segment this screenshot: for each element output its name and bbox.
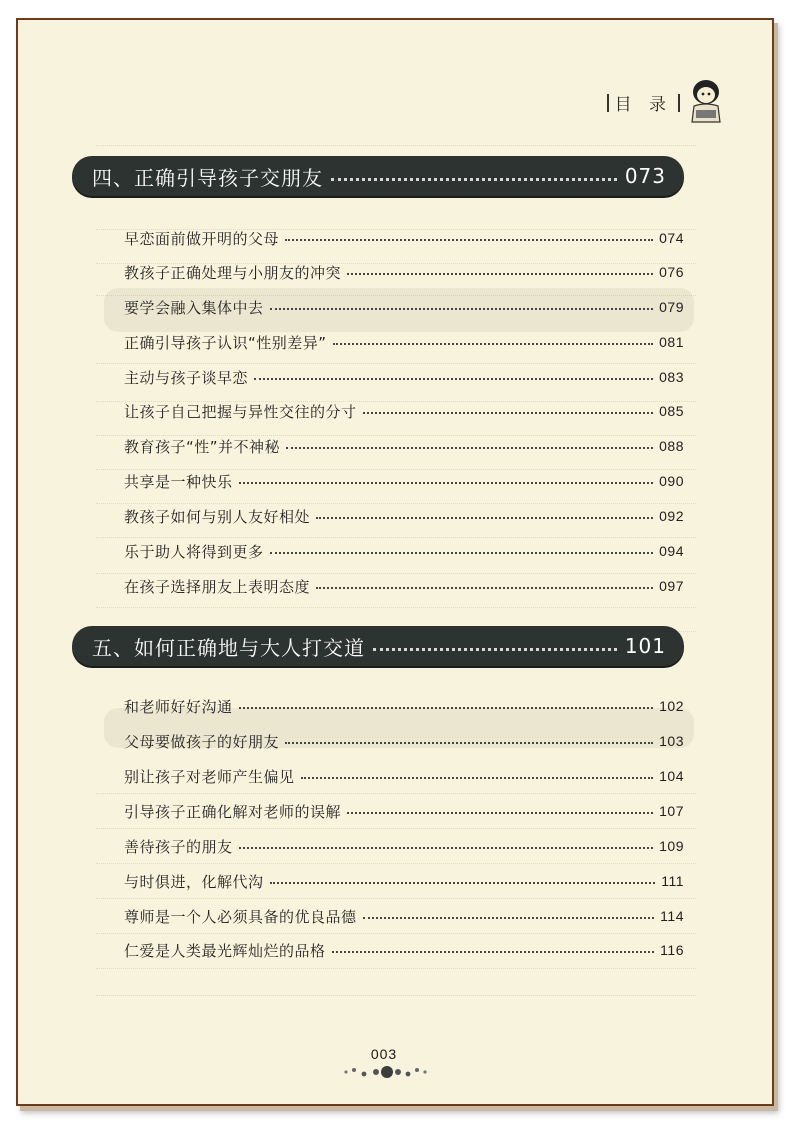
entry-page: 079 <box>659 299 684 315</box>
leader-dots <box>239 482 654 484</box>
leader-dots <box>285 239 653 241</box>
mascot-icon <box>684 76 726 126</box>
entry-page: 083 <box>659 369 684 385</box>
entry-title: 教孩子如何与别人友好相处 <box>124 507 311 526</box>
toc-entry[interactable] <box>124 939 684 961</box>
entry-title: 和老师好好沟通 <box>124 697 233 716</box>
toc-entry[interactable] <box>124 800 684 822</box>
toc-entry[interactable] <box>124 296 684 318</box>
bleed-through-line <box>96 456 696 470</box>
leader-dots <box>363 412 654 414</box>
bleed-through-line <box>96 490 696 504</box>
entry-title: 在孩子选择朋友上表明态度 <box>124 577 311 596</box>
entry-title: 仁爱是人类最光辉灿烂的品格 <box>124 941 326 960</box>
leader-dots <box>239 707 654 709</box>
entry-title: 与时俱进，化解代沟 <box>124 872 264 891</box>
toc-header <box>607 90 680 115</box>
entry-page: 092 <box>659 508 684 524</box>
section-header[interactable] <box>72 156 684 196</box>
toc-entry[interactable] <box>124 835 684 857</box>
bleed-through-line <box>96 560 696 574</box>
entry-title: 乐于助人将得到更多 <box>124 542 264 561</box>
entry-title: 别让孩子对老师产生偏见 <box>124 767 295 786</box>
toc-entry[interactable] <box>124 730 684 752</box>
entry-page: 088 <box>659 438 684 454</box>
header-bar-right <box>678 94 680 112</box>
leader-dots <box>270 308 654 310</box>
entry-page: 076 <box>659 264 684 280</box>
toc-entry[interactable] <box>124 331 684 353</box>
leader-dots <box>333 343 654 345</box>
section-header[interactable] <box>72 626 684 666</box>
leader-dots <box>347 273 653 275</box>
entry-page: 107 <box>659 803 684 819</box>
entry-page: 103 <box>659 733 684 749</box>
leader-dots <box>316 517 653 519</box>
leader-dots <box>332 951 655 953</box>
leader-dots <box>285 742 653 744</box>
toc-entry[interactable] <box>124 505 684 527</box>
bleed-through-line <box>96 982 696 996</box>
entry-page: 074 <box>659 230 684 246</box>
entry-title: 让孩子自己把握与异性交往的分寸 <box>124 402 357 421</box>
entry-title: 早恋面前做开明的父母 <box>124 229 280 248</box>
decorative-dots-icon <box>340 1060 430 1084</box>
toc-entry[interactable] <box>124 400 684 422</box>
entry-title: 共享是一种快乐 <box>124 472 233 491</box>
entry-page: 102 <box>659 698 684 714</box>
page-number: 003 <box>370 1046 398 1062</box>
entry-page: 085 <box>659 403 684 419</box>
toc-entry[interactable] <box>124 366 684 388</box>
bleed-through-line <box>96 282 696 296</box>
entry-title: 尊师是一个人必须具备的优良品德 <box>124 907 357 926</box>
entry-page: 109 <box>659 838 684 854</box>
toc-entry[interactable] <box>124 575 684 597</box>
toc-entry[interactable] <box>124 227 684 249</box>
toc-entry[interactable] <box>124 695 684 717</box>
entry-page: 114 <box>660 908 684 924</box>
leader-dots <box>254 378 653 380</box>
entry-title: 引导孩子正确化解对老师的误解 <box>124 802 342 821</box>
leader-dots <box>331 178 617 181</box>
section-title: 四、正确引导孩子交朋友 <box>92 165 323 190</box>
toc-entry[interactable] <box>124 540 684 562</box>
entry-page: 090 <box>659 473 684 489</box>
toc-entry[interactable] <box>124 435 684 457</box>
leader-dots <box>270 552 654 554</box>
header-bar-left <box>607 94 609 112</box>
header-label: 目 录 <box>614 95 672 115</box>
toc-entry[interactable] <box>124 261 684 283</box>
entry-page: 094 <box>659 543 684 559</box>
toc-entry[interactable] <box>124 470 684 492</box>
book-page <box>16 18 774 1106</box>
entry-page: 104 <box>659 768 684 784</box>
leader-dots <box>301 777 654 779</box>
toc-entry[interactable] <box>124 905 684 927</box>
leader-dots <box>347 812 653 814</box>
entry-title: 正确引导孩子认识“性别差异” <box>124 333 327 352</box>
entry-title: 善待孩子的朋友 <box>124 837 233 856</box>
leader-dots <box>270 882 656 884</box>
leader-dots <box>316 587 653 589</box>
entry-page: 097 <box>659 578 684 594</box>
leader-dots <box>286 447 653 449</box>
leader-dots <box>239 847 654 849</box>
entry-page: 116 <box>660 942 684 958</box>
toc-entry[interactable] <box>124 765 684 787</box>
bleed-through-line <box>96 422 696 436</box>
entry-title: 教育孩子“性”并不神秘 <box>124 437 281 456</box>
section-title: 五、如何正确地与大人打交道 <box>92 635 365 660</box>
entry-page: 081 <box>659 334 684 350</box>
bleed-through-line <box>96 132 696 146</box>
section-page: 073 <box>624 164 666 188</box>
entry-title: 要学会融入集体中去 <box>124 298 264 317</box>
entry-title: 父母要做孩子的好朋友 <box>124 732 280 751</box>
leader-dots <box>373 648 617 651</box>
section-page: 101 <box>624 634 666 658</box>
entry-page: 111 <box>661 873 684 889</box>
toc-entry[interactable] <box>124 870 684 892</box>
entry-title: 主动与孩子谈早恋 <box>124 368 249 387</box>
entry-title: 教孩子正确处理与小朋友的冲突 <box>124 263 342 282</box>
leader-dots <box>363 917 655 919</box>
